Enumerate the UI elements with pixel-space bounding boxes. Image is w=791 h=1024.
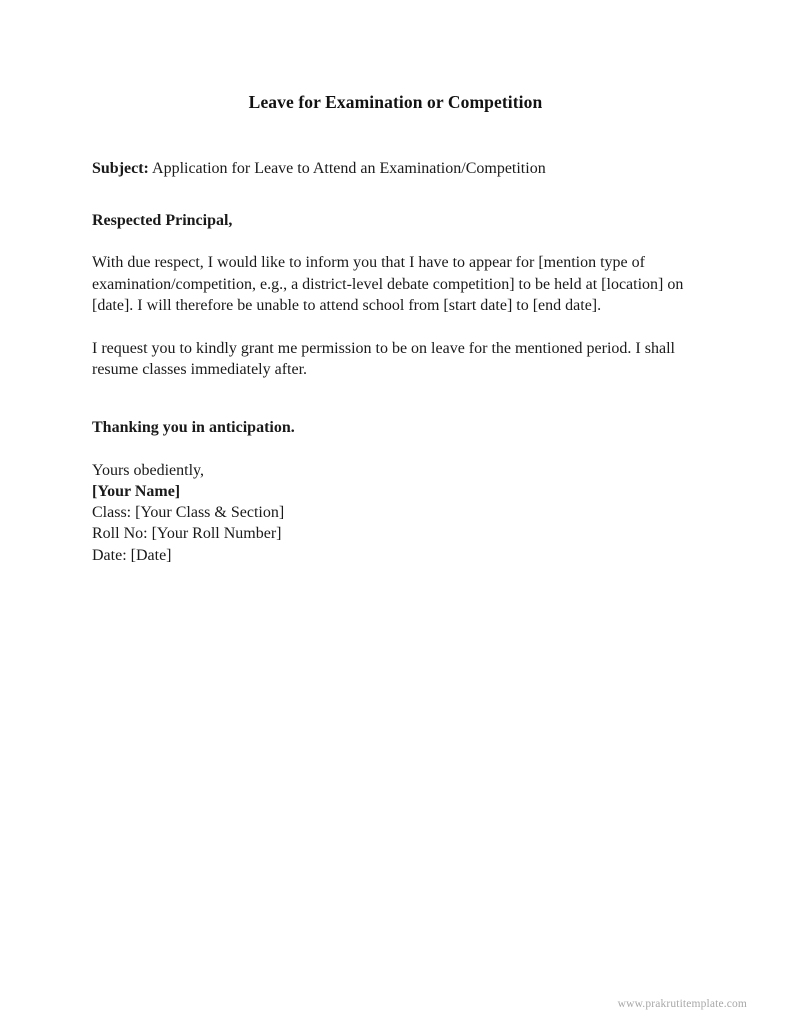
signature-roll-number: Roll No: [Your Roll Number] bbox=[92, 525, 282, 543]
subject-label: Subject: bbox=[92, 160, 149, 177]
closing-statement: Thanking you in anticipation. bbox=[92, 418, 295, 436]
letter-body bbox=[92, 158, 696, 566]
signature-block bbox=[92, 460, 696, 566]
body-paragraph-2: I request you to kindly grant me permission to be on leave for the mentioned period. I shall resume classes immediately after. bbox=[92, 339, 675, 378]
signature-valediction: Yours obediently, bbox=[92, 461, 205, 479]
signature-class: Class: [Your Class & Section] bbox=[92, 504, 285, 522]
body-paragraph-1: With due respect, I would like to inform you that I have to appear for [mention type of examination/competition, e.g., a district-level debate competition] to be held at [location] on [date]. I will therefore be unable to attend school from [start date] to [end date]. bbox=[92, 254, 684, 314]
salutation: Respected Principal, bbox=[92, 212, 233, 229]
subject-text: Application for Leave to Attend an Examination/Competition bbox=[148, 160, 546, 177]
subject-line bbox=[92, 158, 696, 179]
footer-watermark: www.prakrutitemplate.com bbox=[617, 998, 747, 1010]
signature-date: Date: [Date] bbox=[92, 546, 172, 564]
page-title: Leave for Examination or Competition bbox=[248, 92, 543, 112]
signature-name: [Your Name] bbox=[92, 482, 181, 500]
